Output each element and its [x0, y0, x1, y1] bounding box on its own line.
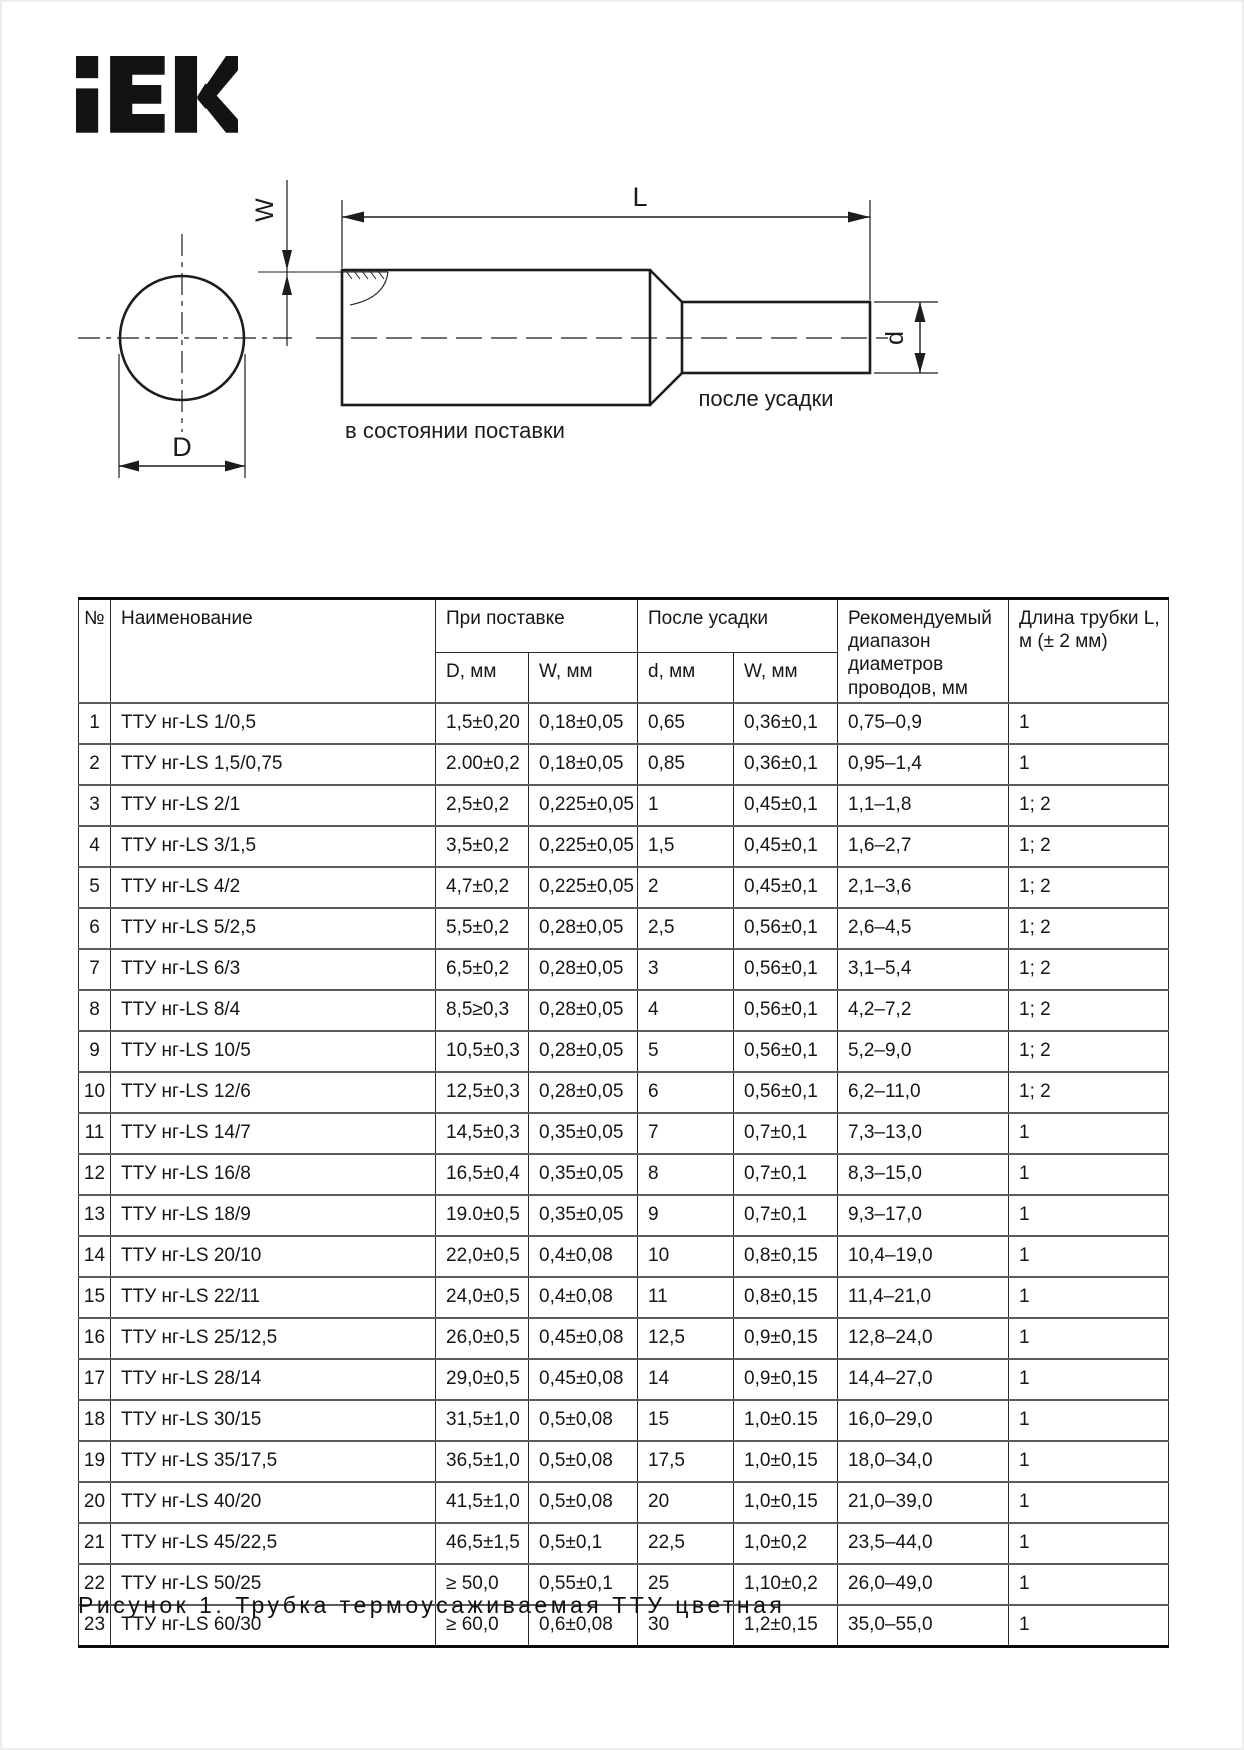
col-header-shrunk-d: d, мм — [638, 653, 734, 703]
table-cell: 16 — [79, 1318, 111, 1359]
table-row — [79, 1359, 1169, 1400]
table-cell: 0,75–0,9 — [838, 703, 1009, 744]
col-header-delivery-w: W, мм — [529, 653, 638, 703]
table-cell: ТТУ нг-LS 45/22,5 — [111, 1523, 436, 1564]
table-cell: 0,7±0,1 — [734, 1113, 838, 1154]
table-cell: 29,0±0,5 — [436, 1359, 529, 1400]
table-cell: 14 — [638, 1359, 734, 1400]
table-cell: 0,28±0,05 — [529, 1072, 638, 1113]
table-cell: 1 — [1009, 744, 1169, 785]
table-cell: 23,5–44,0 — [838, 1523, 1009, 1564]
table-cell: 5 — [79, 867, 111, 908]
table-cell: ТТУ нг-LS 1/0,5 — [111, 703, 436, 744]
dim-label-D: D — [172, 432, 192, 462]
table-cell: 1 — [1009, 1523, 1169, 1564]
table-cell: 0,7±0,1 — [734, 1154, 838, 1195]
table-cell: ТТУ нг-LS 3/1,5 — [111, 826, 436, 867]
table-cell: 1,0±0,15 — [734, 1482, 838, 1523]
table-cell: ТТУ нг-LS 2/1 — [111, 785, 436, 826]
table-cell: 0,7±0,1 — [734, 1195, 838, 1236]
table-cell: 23 — [79, 1605, 111, 1647]
table-cell: 1 — [1009, 1441, 1169, 1482]
spec-table — [78, 597, 1169, 1648]
iek-logo — [76, 56, 238, 133]
table-cell: 1 — [1009, 1359, 1169, 1400]
table-cell: ТТУ нг-LS 16/8 — [111, 1154, 436, 1195]
table-cell: 1 — [1009, 1400, 1169, 1441]
table-cell: 15 — [79, 1277, 111, 1318]
table-cell: ТТУ нг-LS 22/11 — [111, 1277, 436, 1318]
table-cell: 0,5±0,08 — [529, 1400, 638, 1441]
table-cell: 16,0–29,0 — [838, 1400, 1009, 1441]
table-cell: 36,5±1,0 — [436, 1441, 529, 1482]
table-cell: 0,28±0,05 — [529, 990, 638, 1031]
table-cell: 20 — [79, 1482, 111, 1523]
table-cell: 1; 2 — [1009, 1031, 1169, 1072]
table-cell: 0,36±0,1 — [734, 703, 838, 744]
table-cell: 3,1–5,4 — [838, 949, 1009, 990]
table-cell: ≥ 50,0 — [436, 1564, 529, 1605]
table-cell: 10,4–19,0 — [838, 1236, 1009, 1277]
table-cell: 1,5±0,20 — [436, 703, 529, 744]
table-cell: 14,4–27,0 — [838, 1359, 1009, 1400]
table-cell: 17,5 — [638, 1441, 734, 1482]
table-cell: ТТУ нг-LS 14/7 — [111, 1113, 436, 1154]
table-cell: 0,45±0,1 — [734, 867, 838, 908]
table-cell: 1 — [1009, 1605, 1169, 1647]
table-cell: 3,5±0,2 — [436, 826, 529, 867]
table-cell: ТТУ нг-LS 8/4 — [111, 990, 436, 1031]
table-cell: 17 — [79, 1359, 111, 1400]
tube-dimension-drawing — [0, 158, 1244, 498]
table-cell: 10 — [638, 1236, 734, 1277]
table-cell: ТТУ нг-LS 18/9 — [111, 1195, 436, 1236]
table-cell: 10 — [79, 1072, 111, 1113]
table-row — [79, 1277, 1169, 1318]
state-shrunk-label: после усадки — [698, 386, 834, 411]
table-cell: 12,5 — [638, 1318, 734, 1359]
table-cell: 1; 2 — [1009, 908, 1169, 949]
table-cell: ≥ 60,0 — [436, 1605, 529, 1647]
table-cell: 1; 2 — [1009, 1072, 1169, 1113]
table-row — [79, 826, 1169, 867]
table-cell: 1,0±0,2 — [734, 1523, 838, 1564]
table-cell: ТТУ нг-LS 12/6 — [111, 1072, 436, 1113]
table-row — [79, 744, 1169, 785]
table-cell: 1 — [79, 703, 111, 744]
table-cell: 3 — [79, 785, 111, 826]
table-cell: 0,225±0,05 — [529, 785, 638, 826]
table-cell: 0,35±0,05 — [529, 1113, 638, 1154]
table-cell: 24,0±0,5 — [436, 1277, 529, 1318]
table-cell: 19.0±0,5 — [436, 1195, 529, 1236]
table-cell: ТТУ нг-LS 4/2 — [111, 867, 436, 908]
table-cell: 0,8±0,15 — [734, 1236, 838, 1277]
table-row — [79, 1031, 1169, 1072]
table-cell: 1; 2 — [1009, 990, 1169, 1031]
table-cell: ТТУ нг-LS 60/30 — [111, 1605, 436, 1647]
table-cell: 1,5 — [638, 826, 734, 867]
table-cell: 13 — [79, 1195, 111, 1236]
dim-label-W: W — [251, 198, 279, 222]
table-cell: ТТУ нг-LS 1,5/0,75 — [111, 744, 436, 785]
table-cell: 10,5±0,3 — [436, 1031, 529, 1072]
table-cell: 0,8±0,15 — [734, 1277, 838, 1318]
table-cell: 16,5±0,4 — [436, 1154, 529, 1195]
table-cell: ТТУ нг-LS 40/20 — [111, 1482, 436, 1523]
col-header-name: Наименование — [111, 599, 436, 703]
table-cell: 1 — [1009, 703, 1169, 744]
table-cell: 0,45±0,1 — [734, 785, 838, 826]
table-cell: 1,6–2,7 — [838, 826, 1009, 867]
table-cell: ТТУ нг-LS 25/12,5 — [111, 1318, 436, 1359]
table-cell: 26,0±0,5 — [436, 1318, 529, 1359]
table-cell: 30 — [638, 1605, 734, 1647]
table-cell: 8,3–15,0 — [838, 1154, 1009, 1195]
table-cell: ТТУ нг-LS 30/15 — [111, 1400, 436, 1441]
table-cell: 1,0±0,15 — [734, 1441, 838, 1482]
table-cell: 0,35±0,05 — [529, 1195, 638, 1236]
table-cell: 0,56±0,1 — [734, 1072, 838, 1113]
table-cell: 0,5±0,08 — [529, 1441, 638, 1482]
table-cell: 1 — [1009, 1564, 1169, 1605]
table-row — [79, 1523, 1169, 1564]
table-cell: 9,3–17,0 — [838, 1195, 1009, 1236]
table-cell: ТТУ нг-LS 10/5 — [111, 1031, 436, 1072]
table-cell: 0,4±0,08 — [529, 1277, 638, 1318]
table-cell: 2 — [638, 867, 734, 908]
table-cell: ТТУ нг-LS 35/17,5 — [111, 1441, 436, 1482]
table-cell: 12 — [79, 1154, 111, 1195]
col-group-delivery: При поставке — [436, 599, 638, 653]
table-cell: 0,55±0,1 — [529, 1564, 638, 1605]
table-cell: ТТУ нг-LS 5/2,5 — [111, 908, 436, 949]
table-cell: 2.00±0,2 — [436, 744, 529, 785]
table-cell: 1,2±0,15 — [734, 1605, 838, 1647]
table-cell: 14 — [79, 1236, 111, 1277]
table-cell: 0,85 — [638, 744, 734, 785]
table-cell: 18,0–34,0 — [838, 1441, 1009, 1482]
table-row — [79, 1113, 1169, 1154]
table-cell: 7 — [79, 949, 111, 990]
table-cell: 14,5±0,3 — [436, 1113, 529, 1154]
table-cell: 2,1–3,6 — [838, 867, 1009, 908]
table-cell: 9 — [79, 1031, 111, 1072]
table-cell: 5,5±0,2 — [436, 908, 529, 949]
table-row — [79, 1400, 1169, 1441]
table-cell: 0,28±0,05 — [529, 949, 638, 990]
table-cell: 1; 2 — [1009, 785, 1169, 826]
table-cell: 0,35±0,05 — [529, 1154, 638, 1195]
table-cell: 4 — [638, 990, 734, 1031]
table-cell: 2 — [79, 744, 111, 785]
table-cell: 8 — [79, 990, 111, 1031]
table-cell: 46,5±1,5 — [436, 1523, 529, 1564]
table-cell: 9 — [638, 1195, 734, 1236]
table-cell: 0,95–1,4 — [838, 744, 1009, 785]
table-cell: 6,2–11,0 — [838, 1072, 1009, 1113]
table-row — [79, 1236, 1169, 1277]
table-row — [79, 990, 1169, 1031]
table-cell: 0,28±0,05 — [529, 1031, 638, 1072]
table-cell: 0,9±0,15 — [734, 1359, 838, 1400]
table-cell: 0,5±0,1 — [529, 1523, 638, 1564]
table-cell: 25 — [638, 1564, 734, 1605]
table-cell: 6 — [638, 1072, 734, 1113]
table-cell: 0,45±0,08 — [529, 1318, 638, 1359]
table-cell: 15 — [638, 1400, 734, 1441]
table-cell: 0,4±0,08 — [529, 1236, 638, 1277]
table-cell: ТТУ нг-LS 20/10 — [111, 1236, 436, 1277]
table-cell: 31,5±1,0 — [436, 1400, 529, 1441]
table-row — [79, 1072, 1169, 1113]
dim-label-L: L — [632, 182, 648, 212]
table-cell: 11 — [79, 1113, 111, 1154]
table-cell: 2,5±0,2 — [436, 785, 529, 826]
table-cell: 0,9±0,15 — [734, 1318, 838, 1359]
table-cell: 0,18±0,05 — [529, 744, 638, 785]
table-cell: 1 — [1009, 1482, 1169, 1523]
table-cell: 1 — [638, 785, 734, 826]
table-cell: 6 — [79, 908, 111, 949]
table-cell: 21,0–39,0 — [838, 1482, 1009, 1523]
table-row — [79, 1195, 1169, 1236]
table-cell: 0,56±0,1 — [734, 1031, 838, 1072]
table-row — [79, 1154, 1169, 1195]
table-cell: 0,225±0,05 — [529, 826, 638, 867]
table-cell: 12,5±0,3 — [436, 1072, 529, 1113]
col-header-delivery-d: D, мм — [436, 653, 529, 703]
table-cell: 7,3–13,0 — [838, 1113, 1009, 1154]
col-header-num: № — [79, 599, 111, 703]
table-cell: 0,225±0,05 — [529, 867, 638, 908]
table-cell: 19 — [79, 1441, 111, 1482]
table-row — [79, 1482, 1169, 1523]
table-cell: 4,2–7,2 — [838, 990, 1009, 1031]
table-cell: 1; 2 — [1009, 867, 1169, 908]
table-cell: 1 — [1009, 1236, 1169, 1277]
table-cell: 0,18±0,05 — [529, 703, 638, 744]
table-cell: 22,0±0,5 — [436, 1236, 529, 1277]
table-cell: 1 — [1009, 1154, 1169, 1195]
table-cell: 22 — [79, 1564, 111, 1605]
table-cell: 2,5 — [638, 908, 734, 949]
table-cell: 2,6–4,5 — [838, 908, 1009, 949]
table-cell: 0,65 — [638, 703, 734, 744]
table-cell: 5,2–9,0 — [838, 1031, 1009, 1072]
table-cell: 1 — [1009, 1113, 1169, 1154]
table-cell: 1; 2 — [1009, 826, 1169, 867]
state-delivery-label: в состоянии поставки — [345, 418, 565, 443]
table-cell: 21 — [79, 1523, 111, 1564]
table-cell: 1 — [1009, 1195, 1169, 1236]
table-cell: 1,1–1,8 — [838, 785, 1009, 826]
table-row — [79, 785, 1169, 826]
table-cell: 6,5±0,2 — [436, 949, 529, 990]
dim-label-d: d — [881, 331, 909, 345]
spec-table-body — [79, 703, 1169, 1647]
table-row — [79, 949, 1169, 990]
table-cell: 18 — [79, 1400, 111, 1441]
table-row — [79, 908, 1169, 949]
table-cell: 1 — [1009, 1277, 1169, 1318]
table-cell: 26,0–49,0 — [838, 1564, 1009, 1605]
table-cell: 5 — [638, 1031, 734, 1072]
table-cell: 4,7±0,2 — [436, 867, 529, 908]
table-cell: 3 — [638, 949, 734, 990]
table-cell: 12,8–24,0 — [838, 1318, 1009, 1359]
table-cell: ТТУ нг-LS 28/14 — [111, 1359, 436, 1400]
table-cell: 0,56±0,1 — [734, 949, 838, 990]
figure-caption: Рисунок 1. Трубка термоусаживаемая ТТУ цветная — [78, 1592, 786, 1618]
table-cell: 11 — [638, 1277, 734, 1318]
table-cell: 20 — [638, 1482, 734, 1523]
table-cell: ТТУ нг-LS 50/25 — [111, 1564, 436, 1605]
table-row — [79, 1441, 1169, 1482]
table-cell: 0,45±0,1 — [734, 826, 838, 867]
table-cell: 0,56±0,1 — [734, 908, 838, 949]
col-header-length: Длина трубки L, м (± 2 мм) — [1009, 599, 1169, 703]
table-cell: 22,5 — [638, 1523, 734, 1564]
table-cell: 11,4–21,0 — [838, 1277, 1009, 1318]
table-cell: 1 — [1009, 1318, 1169, 1359]
table-cell: 8 — [638, 1154, 734, 1195]
table-cell: 1; 2 — [1009, 949, 1169, 990]
table-cell: 7 — [638, 1113, 734, 1154]
table-cell: 0,6±0,08 — [529, 1605, 638, 1647]
table-cell: 1,10±0,2 — [734, 1564, 838, 1605]
col-header-range: Рекомендуемый диапазон диаметров проводов, мм — [838, 599, 1009, 703]
table-cell: 0,56±0,1 — [734, 990, 838, 1031]
table-cell: 0,45±0,08 — [529, 1359, 638, 1400]
table-cell: 1,0±0.15 — [734, 1400, 838, 1441]
table-row — [79, 1318, 1169, 1359]
table-cell: 35,0–55,0 — [838, 1605, 1009, 1647]
table-cell: 41,5±1,0 — [436, 1482, 529, 1523]
table-cell: 8,5≥0,3 — [436, 990, 529, 1031]
table-row — [79, 867, 1169, 908]
table-row — [79, 703, 1169, 744]
table-cell: 0,5±0,08 — [529, 1482, 638, 1523]
table-cell: ТТУ нг-LS 6/3 — [111, 949, 436, 990]
col-group-shrunk: После усадки — [638, 599, 838, 653]
table-cell: 4 — [79, 826, 111, 867]
table-cell: 0,36±0,1 — [734, 744, 838, 785]
col-header-shrunk-w: W, мм — [734, 653, 838, 703]
table-cell: 0,28±0,05 — [529, 908, 638, 949]
